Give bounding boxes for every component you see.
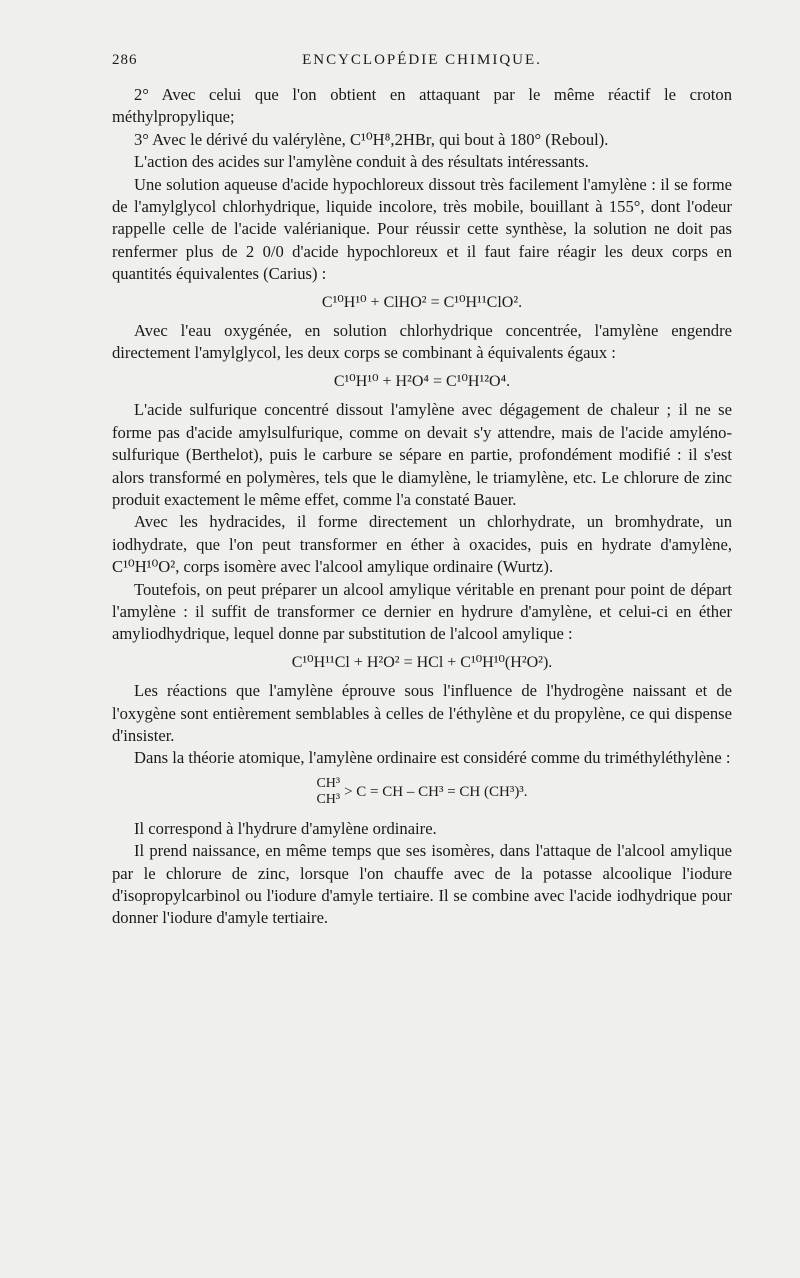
formula: C¹⁰H¹⁰ + ClHO² = C¹⁰H¹¹ClO².: [321, 293, 523, 311]
structural-formula-rest: > C = CH – CH³ = CH (CH³)³.: [344, 783, 528, 800]
paragraph: Il prend naissance, en même temps que ses isomères, dans l'attaque de l'alcool amylique par le chlorure de zinc, lorsque l'on chauffe avec de la potasse alcoolique l'iodure d'isopropylcarbinol ou l'iodure d'amyle tertiaire. Il se combine avec l'acide iodhydrique pour donner l'iodure d'amyle tertiaire.: [112, 841, 732, 928]
paragraph: 2° Avec celui que l'on obtient en attaquant par le même réactif le croton méthylpropylique;: [112, 85, 732, 127]
paragraph: Toutefois, on peut préparer un alcool amylique véritable en prenant pour point de départ l'amylène : il suffit de transformer ce dernier en hydrure d'amylène, et celui-ci en éther amyliodhydrique, lequel donne par substitution de l'alcool amylique :: [112, 579, 732, 644]
running-title: ENCYCLOPÉDIE CHIMIQUE.: [302, 52, 542, 68]
page-header: [112, 52, 732, 74]
body-text: [112, 84, 732, 930]
methyl-top: CH³: [316, 775, 341, 791]
structural-formula: [112, 776, 732, 808]
paragraph: L'action des acides sur l'amylène conduit à des résultats intéressants.: [134, 152, 589, 172]
formula: C¹⁰H¹¹Cl + H²O² = HCl + C¹⁰H¹⁰(H²O²).: [291, 653, 553, 671]
paragraph: L'acide sulfurique concentré dissout l'amylène avec dégagement de chaleur ; il ne se forme pas d'acide amylsulfurique, comme on devait s'y attendre, mais de l'acide amyléno-sulfurique (Berthelot), puis le carbure se sépare en partie, profondément modifié : il s'est alors transformé en polymères, tels que le diamylène, le triamylène, etc. Le chlorure de zinc produit exactement le même effet, comme l'a constaté Bauer.: [112, 400, 732, 509]
paragraph: Dans la théorie atomique, l'amylène ordinaire est considéré comme du triméthyléthylène :: [134, 748, 731, 768]
page-number: 286: [112, 52, 138, 68]
paragraph: 3° Avec le dérivé du valérylène, C¹⁰H⁸,2HBr, qui bout à 180° (Reboul).: [134, 129, 609, 149]
paragraph: Il correspond à l'hydrure d'amylène ordinaire.: [134, 818, 437, 838]
formula: C¹⁰H¹⁰ + H²O⁴ = C¹⁰H¹²O⁴.: [333, 372, 511, 390]
paragraph: Les réactions que l'amylène éprouve sous l'influence de l'hydrogène naissant et de l'oxygène sont entièrement semblables à celles de l'éthylène et du propylène, ce qui dispense d'insister.: [112, 681, 732, 745]
paragraph: Avec l'eau oxygénée, en solution chlorhydrique concentrée, l'amylène engendre directement l'amylglycol, les deux corps se combinant à équivalents égaux :: [112, 321, 732, 363]
methyl-stack: [316, 776, 340, 808]
methyl-bottom: CH³: [316, 791, 341, 807]
paragraph: Avec les hydracides, il forme directement un chlorhydrate, un bromhydrate, un iodhydrate, que l'on peut transformer en éther à oxacides, puis en hydrate d'amylène, C¹⁰H¹⁰O², corps isomère avec l'alcool amylique ordinaire (Wurtz).: [112, 512, 732, 577]
paragraph: Une solution aqueuse d'acide hypochloreux dissout très facilement l'amylène : il se forme de l'amylglycol chlorhydrique, liquide incolore, très mobile, bouillant à 155°, dont l'odeur rappelle celle de l'acide valérianique. Pour réussir cette synthèse, la solution ne doit pas renfermer plus de 2 0/0 d'acide hypochloreux et il faut faire réagir les deux corps en quantités équivalentes (Carius) :: [112, 174, 732, 284]
